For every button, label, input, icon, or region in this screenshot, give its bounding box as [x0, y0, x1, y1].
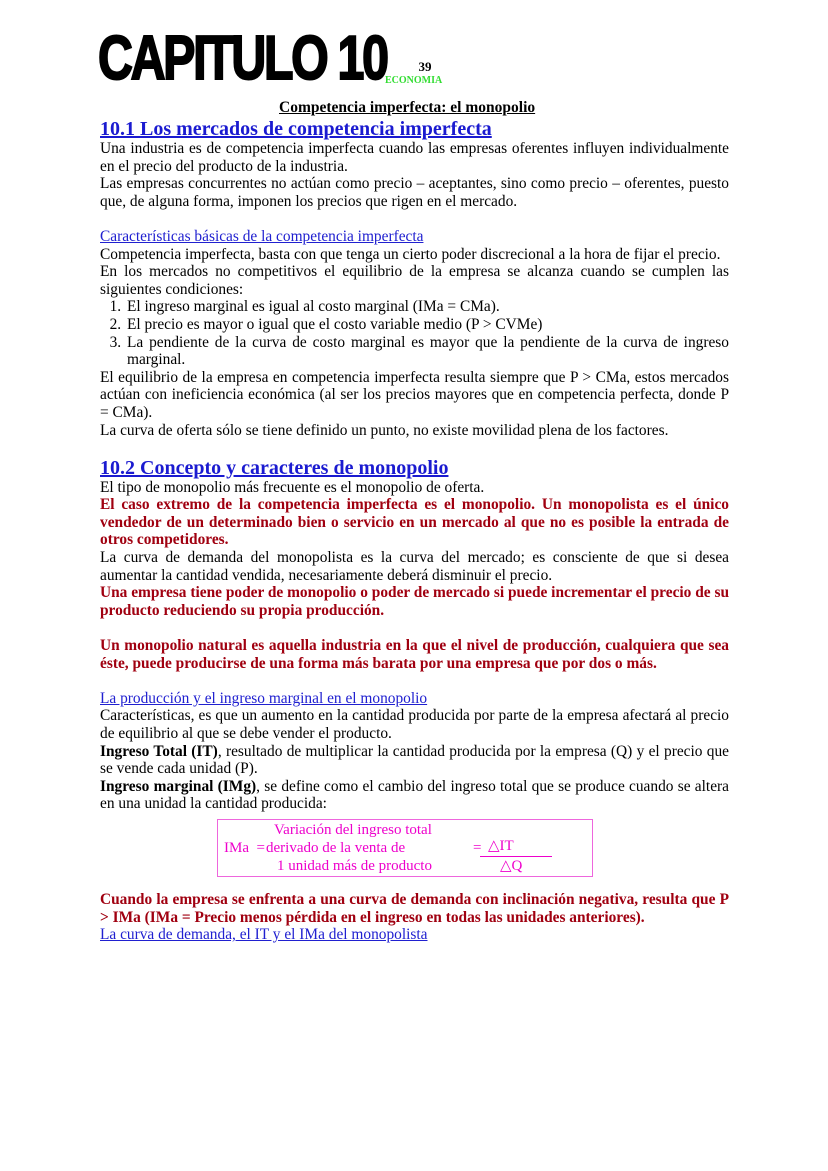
paragraph: Una industria es de competencia imperfecta cuando las empresas oferentes influyen individualmente en el precio del producto de la industria. [100, 140, 729, 175]
paragraph [100, 778, 729, 813]
paragraph: La curva de demanda del monopolista es la curva del mercado; es consciente de que si desea aumentar la cantidad vendida, necesariamente deberá disminuir el precio. [100, 549, 729, 584]
equals-sign: = [473, 839, 482, 856]
fraction-numerator: △IT [488, 837, 514, 854]
term: Ingreso marginal (IMg) [100, 777, 257, 795]
subject-label: ECONOMIA [385, 75, 443, 86]
paragraph: La curva de oferta sólo se tiene definido un punto, no existe movilidad plena de los factores. [100, 421, 669, 439]
definition: , resultado de multiplicar la cantidad producida por la empresa (Q) y el precio que se vende cada unidad (P). [100, 742, 729, 778]
subheading-link[interactable]: La producción y el ingreso marginal en el monopolio [100, 689, 428, 707]
paragraph: El equilibrio de la empresa en competencia imperfecta resulta siempre que P > CMa, estos mercados actúan con ineficiencia económica (al ser los precios mayores que en competencia perfecta, donde P = CMa). [100, 368, 729, 421]
conditions-list [100, 298, 729, 368]
paragraph: Competencia imperfecta, basta con que tenga un cierto poder discrecional a la hora de fijar el precio. [100, 245, 721, 263]
formula-box [217, 819, 593, 877]
document-body [100, 118, 729, 944]
subheading-link[interactable]: Características básicas de la competencia imperfecta [100, 227, 424, 245]
section-heading-10-2: 10.2 Concepto y caracteres de monopolio [100, 456, 449, 479]
fraction-denominator: △Q [500, 857, 523, 874]
list-item: 1. El ingreso marginal es igual al costo marginal (IMa = CMa). [125, 298, 729, 316]
fraction-bar [480, 856, 552, 857]
page-number: 39 [418, 59, 432, 74]
formula-line: derivado de la venta de [266, 839, 406, 856]
list-item: 3. La pendiente de la curva de costo marginal es mayor que la pendiente de la curva de ingreso marginal. [125, 334, 729, 369]
paragraph: El tipo de monopolio más frecuente es el monopolio de oferta. [100, 478, 485, 496]
formula-label: IMa = [224, 839, 265, 856]
highlight-paragraph: Cuando la empresa se enfrenta a una curva de demanda con inclinación negativa, resulta que P > IMa (IMa = Precio menos pérdida en el ingreso en todas las unidades anteriores). [100, 890, 729, 926]
subheading-link[interactable]: La curva de demanda, el IT y el IMa del monopolista [100, 926, 428, 944]
highlight-paragraph: Un monopolio natural es aquella industria en la que el nivel de producción, cualquiera que sea éste, puede producirse de una forma más barata por una empresa que por dos o más. [100, 637, 729, 672]
formula-line: 1 unidad más de producto [277, 857, 432, 874]
paragraph [100, 743, 729, 778]
highlight-paragraph: El caso extremo de la competencia imperfecta es el monopolio. Un monopolista es el único vendedor de un determinado bien o servicio en un mercado al que no es posible la entrada de otros competidores. [100, 496, 729, 549]
highlight-paragraph: Una empresa tiene poder de monopolio o poder de mercado si puede incrementar el precio de su producto reduciendo su propia producción. [100, 584, 730, 619]
chapter-title: CAPITULO 10 [98, 24, 387, 93]
formula-line: Variación del ingreso total [274, 821, 432, 838]
section-heading-10-1: 10.1 Los mercados de competencia imperfecta [100, 118, 492, 140]
paragraph: En los mercados no competitivos el equilibrio de la empresa se alcanza cuando se cumplen las siguientes condiciones: [100, 263, 729, 298]
list-item: 2. El precio es mayor o igual que el costo variable medio (P > CVMe) [125, 316, 729, 334]
term: Ingreso Total (IT) [100, 742, 218, 760]
page-title: Competencia imperfecta: el monopolio [279, 99, 536, 116]
paragraph: Las empresas concurrentes no actúan como precio – aceptantes, sino como precio – oferentes, puesto que, de alguna forma, imponen los precios que rigen en el mercado. [100, 175, 729, 210]
paragraph: Características, es que un aumento en la cantidad producida por parte de la empresa afectará al precio de equilibrio al que se debe vender el producto. [100, 707, 729, 742]
definition: , se define como el cambio del ingreso total que se produce cuando se altera en una unidad la cantidad producida: [100, 777, 729, 813]
